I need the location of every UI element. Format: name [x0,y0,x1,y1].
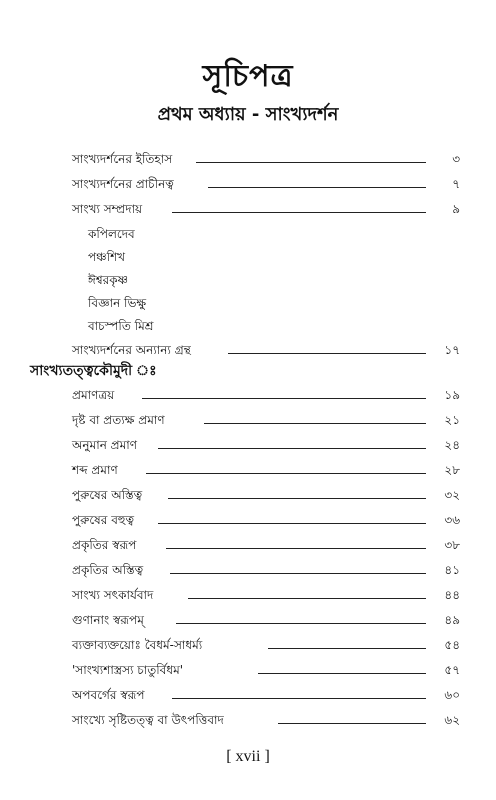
toc-entry-page: ৭ [452,177,460,191]
leader-line [172,698,426,699]
toc-entry-page: ৬০ [444,688,460,702]
leader-line [204,423,426,424]
toc-entry-page: ২১ [444,413,460,427]
leader-line [168,498,426,499]
toc-entry-label: দৃষ্ট বা প্রত্যক্ষ প্রমাণ [72,413,165,427]
leader-line [170,573,426,574]
toc-entry-label: পঞ্চশিখ [88,250,126,264]
toc-entry-label: শব্দ প্রমাণ [72,463,118,477]
leader-line [258,673,426,674]
toc-entry-label: অনুমান প্রমাণ [72,438,138,452]
chapter-heading: প্রথম অধ্যায় - সাংখ্যদর্শন [157,104,339,125]
toc-entry [0,684,496,708]
toc-entry [0,709,496,733]
toc-entry-label: বিজ্ঞান ভিক্ষু [88,296,147,310]
toc-entry-label: প্রকৃতির অস্তিত্ব [72,563,144,577]
page-number-footer: [ xvii ] [226,748,270,765]
toc-entry-page: ৫৭ [444,663,460,677]
toc-entry [0,534,496,558]
toc-entry-label: সাংখ্যে সৃষ্টিতত্ত্ব বা উৎপত্তিবাদ [72,713,224,727]
toc-entry [0,634,496,658]
toc-entry [0,384,496,408]
toc-entry-page: ২৮ [444,463,460,477]
leader-line [158,523,426,524]
toc-entry [0,198,496,222]
toc-section-label: সাংখ্যতত্ত্বকৌমুদী ঃ [30,363,157,379]
toc-entry [0,559,496,583]
toc-subentry [0,315,496,339]
toc-entry-label: সাংখ্যদর্শনের প্রাচীনত্ব [72,177,174,191]
toc-entry-page: ৪৪ [444,588,460,602]
toc-entry [0,609,496,633]
leader-line [146,473,426,474]
toc-entry [0,434,496,458]
toc-entry-label: ব্যক্তাব্যক্তয়োঃ বৈধর্ম-সাধর্ম্য [72,638,203,652]
toc-entry-page: ৩ [452,152,460,166]
toc-entry [0,584,496,608]
toc-entry-page: ৪৯ [444,613,460,627]
toc-entry-label: প্রকৃতির স্বরূপ [72,538,137,552]
toc-entry-label: সাংখ্যদর্শনের ইতিহাস [72,152,173,166]
leader-line [268,648,426,649]
toc-entry-label: পুরুষের অস্তিত্ব [72,488,143,502]
toc-section-heading [0,360,496,384]
toc-entry-page: ৬২ [444,713,460,727]
leader-line [142,398,426,399]
toc-entry-label: সাংখ্যদর্শনের অন্যান্য গ্রন্থ [72,343,191,357]
toc-entry [0,173,496,197]
toc-entry [0,484,496,508]
toc-entry-page: ৫৪ [444,638,460,652]
toc-entry-label: প্রমাণত্রয় [72,388,115,402]
toc-entry-label: পুরুষের বহুত্ব [72,513,135,527]
toc-subentry [0,292,496,316]
toc-entry-label: ঈশ্বরকৃষ্ণ [88,273,129,287]
toc-subentry [0,223,496,247]
leader-line [228,353,426,354]
toc-entry [0,148,496,172]
leader-line [176,623,426,624]
toc-entry-page: ১৭ [444,343,460,357]
leader-line [278,723,426,724]
leader-line [196,162,426,163]
toc-entry-page: ২৪ [444,438,460,452]
toc-entry-page: ৪১ [444,563,460,577]
leader-line [172,212,426,213]
page-title: সূচিপত্র [202,59,294,94]
toc-entry-label: গুণানাং স্বরূপম্ [72,613,144,627]
toc-entry-label: সাংখ্য সৎকার্যবাদ [72,588,154,602]
toc-entry [0,459,496,483]
toc-entry-page: ৩৬ [444,513,460,527]
toc-entry [0,509,496,533]
leader-line [188,598,426,599]
toc-subentry [0,269,496,293]
toc-entry-label: কপিলদেব [88,227,135,241]
toc-entry [0,409,496,433]
toc-entry-page: ৯ [452,202,460,216]
leader-line [208,187,426,188]
toc-entry-page: ৩৮ [444,538,460,552]
toc-subentry [0,246,496,270]
leader-line [158,448,426,449]
toc-entry-label: সাংখ্য সম্প্রদায় [72,202,143,216]
toc-entry-page: ১৯ [444,388,460,402]
toc-entry-label: অপবর্গের স্বরূপ [72,688,145,702]
toc-entry-page: ৩২ [444,488,460,502]
toc-entry-label: 'সাংখ্যশাস্ত্রস্য চাতুর্বিধম' [72,663,184,677]
toc-entry [0,659,496,683]
toc-entry-label: বাচস্পতি মিশ্র [88,319,154,333]
leader-line [166,548,426,549]
